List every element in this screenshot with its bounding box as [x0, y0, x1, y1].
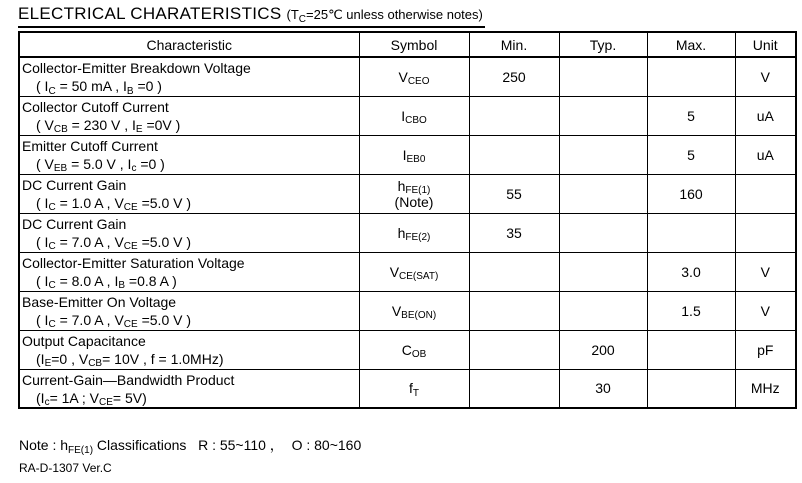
characteristic-cell	[19, 57, 359, 96]
symbol-text: $h_{FE(1)}$	[397, 177, 431, 196]
characteristic-conditions: ( $I_C = 1.0$ A , $V_{CE} =5.0$ V )	[36, 194, 192, 213]
typ-cell	[559, 291, 647, 330]
min-cell: 35	[469, 213, 559, 252]
min-cell	[469, 252, 559, 291]
table-header-row	[19, 32, 796, 57]
typ-cell	[559, 252, 647, 291]
symbol-text: $C_{OB}$	[401, 341, 427, 360]
characteristic-conditions: ($I_c= 1A$ ; $V_{CE}= 5V$)	[36, 389, 147, 408]
min-cell: 250	[469, 57, 559, 96]
column-header-min: Min.	[469, 32, 559, 57]
characteristic-cell	[19, 135, 359, 174]
symbol-cell	[359, 330, 469, 369]
symbol-text: $f_T$	[409, 380, 419, 399]
characteristic-conditions: ( $I_C = 50$ mA , $I_B =0$ )	[36, 78, 162, 96]
max-cell: 3.0	[647, 252, 735, 291]
column-header-unit: Unit	[735, 32, 796, 57]
symbol-cell	[359, 252, 469, 291]
characteristic-cell	[19, 96, 359, 135]
table-body	[19, 57, 796, 408]
symbol-cell	[359, 291, 469, 330]
table-row	[19, 213, 796, 252]
unit-cell: uA	[735, 96, 796, 135]
electrical-characteristics-table	[18, 31, 797, 409]
characteristic-conditions: ( $I_C = 7.0$ A , $V_{CE} =5.0$ V )	[36, 311, 192, 330]
characteristic-name: Emitter Cutoff Current	[22, 137, 158, 154]
max-cell	[647, 369, 735, 408]
symbol-cell	[359, 213, 469, 252]
symbol-text: $V_{BE(ON)}$	[391, 302, 437, 321]
max-cell: 5	[647, 96, 735, 135]
symbol-cell	[359, 369, 469, 408]
document-reference: RA-D-1307 Ver.C	[19, 461, 112, 475]
typ-cell: 30	[559, 369, 647, 408]
min-cell: 55	[469, 174, 559, 213]
typ-cell	[559, 96, 647, 135]
characteristic-name: Current-Gain—Bandwidth Product	[22, 371, 235, 388]
symbol-cell	[359, 57, 469, 96]
table-row	[19, 369, 796, 408]
unit-cell: V	[735, 291, 796, 330]
symbol-note: (Note)	[394, 193, 434, 210]
max-cell: 160	[647, 174, 735, 213]
unit-cell: V	[735, 252, 796, 291]
table-row	[19, 174, 796, 213]
characteristic-name: DC Current Gain	[22, 215, 127, 232]
characteristic-name: Output Capacitance	[22, 332, 146, 349]
max-cell	[647, 330, 735, 369]
symbol-cell	[359, 174, 469, 213]
characteristic-name: DC Current Gain	[22, 176, 127, 193]
unit-cell: pF	[735, 330, 796, 369]
column-header-symbol: Symbol	[359, 32, 469, 57]
characteristic-name: Collector-Emitter Saturation Voltage	[22, 254, 245, 271]
page-title-condition: ($T_C=25℃$ unless otherwise notes)	[286, 7, 483, 25]
min-cell	[469, 330, 559, 369]
characteristic-conditions: ( $I_C = 7.0$ A , $V_{CE} =5.0$ V )	[36, 233, 192, 252]
characteristic-conditions: ( $V_{EB} = 5.0$ V , $I_c =0$ )	[36, 155, 165, 174]
column-header-typ: Typ.	[559, 32, 647, 57]
characteristic-name: Collector Cutoff Current	[22, 98, 169, 115]
note-text: Note : $h_{FE(1)}$ Classifications R : 55~110 ， O : 80~160	[19, 437, 362, 456]
max-cell: 5	[647, 135, 735, 174]
characteristic-cell	[19, 291, 359, 330]
typ-cell: 200	[559, 330, 647, 369]
symbol-text: $I_{EB0}$	[402, 146, 426, 165]
characteristic-cell	[19, 213, 359, 252]
unit-cell	[735, 174, 796, 213]
characteristic-cell	[19, 330, 359, 369]
symbol-text: $I_{CBO}$	[401, 107, 427, 126]
characteristic-cell	[19, 369, 359, 408]
symbol-cell	[359, 96, 469, 135]
page-title	[18, 4, 485, 28]
characteristic-conditions: ( $V_{CB} = 230$ V , $I_E =0V$ )	[36, 116, 181, 135]
table-row	[19, 252, 796, 291]
column-header-max: Max.	[647, 32, 735, 57]
typ-cell	[559, 213, 647, 252]
table-row	[19, 330, 796, 369]
table-row	[19, 96, 796, 135]
symbol-text: $h_{FE(2)}$	[397, 224, 431, 243]
max-cell	[647, 57, 735, 96]
unit-cell	[735, 213, 796, 252]
unit-cell: MHz	[735, 369, 796, 408]
min-cell	[469, 135, 559, 174]
characteristic-conditions: ( $I_C = 8.0$ A , $I_B =0.8$ A )	[36, 272, 177, 291]
min-cell	[469, 291, 559, 330]
symbol-text: $V_{CE(SAT)}$	[389, 263, 439, 282]
characteristic-name: Collector-Emitter Breakdown Voltage	[22, 60, 251, 76]
symbol-cell	[359, 135, 469, 174]
min-cell	[469, 96, 559, 135]
symbol-text: $V_{CEO}$	[398, 68, 430, 88]
max-cell: 1.5	[647, 291, 735, 330]
typ-cell	[559, 174, 647, 213]
table-row	[19, 291, 796, 330]
page-title-text: ELECTRICAL CHARATERISTICS	[18, 4, 282, 23]
characteristic-cell	[19, 174, 359, 213]
table-row	[19, 57, 796, 96]
table-row	[19, 135, 796, 174]
unit-cell: uA	[735, 135, 796, 174]
min-cell	[469, 369, 559, 408]
unit-cell: V	[735, 57, 796, 96]
column-header-characteristic: Characteristic	[19, 32, 359, 57]
characteristic-conditions: ($I_E=0$ , $V_{CB}= 10V$ , f = 1.0MHz)	[36, 350, 224, 369]
typ-cell	[559, 57, 647, 96]
characteristic-cell	[19, 252, 359, 291]
characteristic-name: Base-Emitter On Voltage	[22, 293, 177, 310]
typ-cell	[559, 135, 647, 174]
max-cell	[647, 213, 735, 252]
